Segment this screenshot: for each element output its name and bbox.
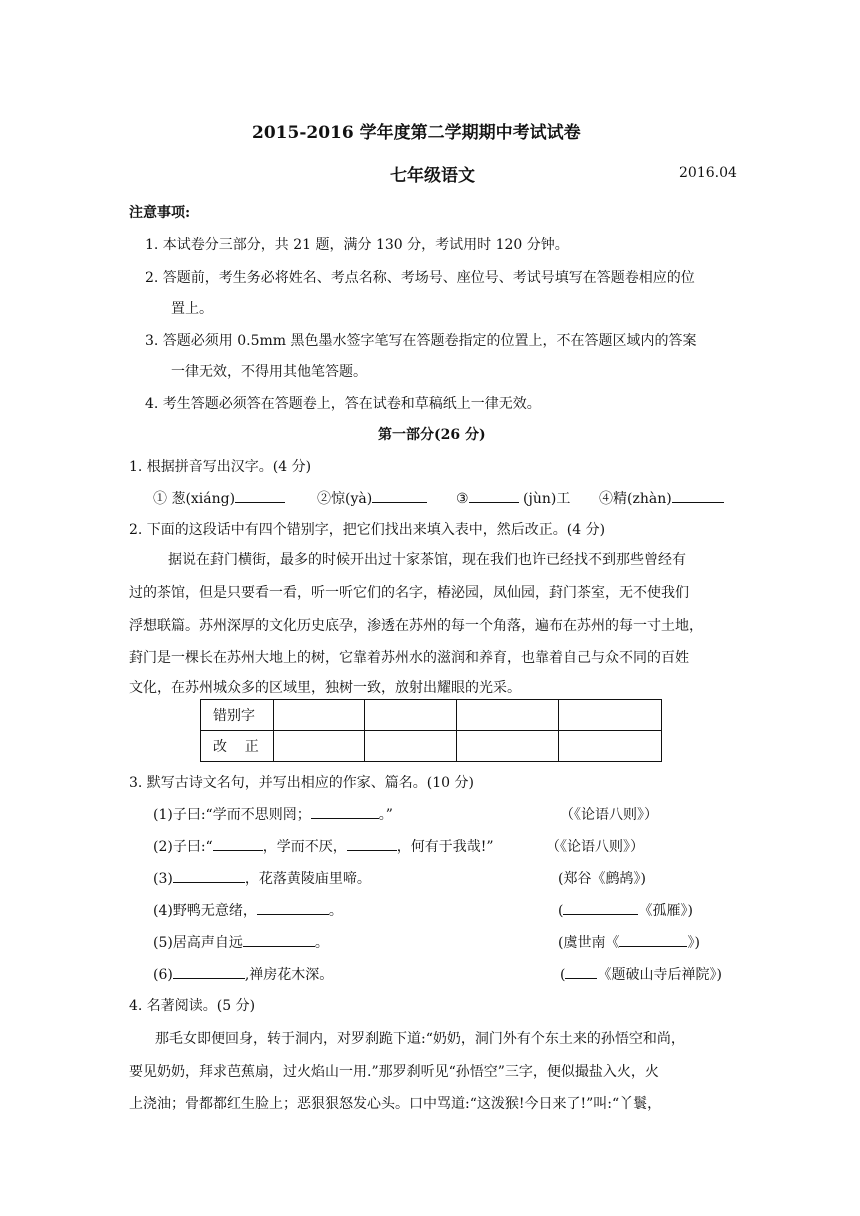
answer-blank[interactable]	[213, 836, 263, 851]
q3-text: (4)野鸭无意绪，	[153, 903, 257, 919]
q3-line-4	[153, 900, 343, 920]
q3-text: ，花落黄陵庙里啼。	[244, 871, 371, 887]
q3-text: (3)	[153, 871, 173, 887]
table-header-cell: 改 正	[201, 731, 274, 762]
note-item: 置上。	[171, 301, 213, 317]
note-item: 一律无效，不得用其他笔答题。	[171, 364, 367, 380]
q3-text: 《题破山寺后禅院》)	[597, 967, 722, 983]
answer-blank[interactable]	[311, 804, 379, 819]
q3-text: ,禅房花木深。	[244, 967, 334, 983]
answer-blank[interactable]	[619, 932, 687, 947]
q3-text: 。	[328, 903, 343, 919]
q3-text: (2)子曰:“	[153, 839, 213, 855]
answer-blank[interactable]	[469, 488, 519, 503]
answer-blank[interactable]	[372, 488, 427, 503]
q3-line-1	[153, 804, 393, 824]
exam-date: 2016.04	[679, 165, 737, 181]
answer-cell[interactable]	[274, 700, 365, 731]
answer-cell[interactable]	[457, 731, 559, 762]
answer-cell[interactable]	[365, 700, 457, 731]
answer-blank[interactable]	[257, 900, 329, 915]
q3-text: (虞世南《	[558, 935, 620, 951]
q3-line-6	[153, 964, 333, 984]
q1-item-label: ① 葱(xiáng)	[153, 491, 236, 507]
q1-item-label: (jùn)工	[523, 491, 571, 507]
answer-cell[interactable]	[559, 700, 662, 731]
q2-para-line: 据说在葑门横街，最多的时候开出过十家茶馆，现在我们也许已经找不到那些曾经有	[168, 552, 686, 568]
q3-line-2	[153, 836, 494, 856]
q1-item-4	[599, 488, 724, 508]
q3-text: 《孤雁》)	[638, 903, 693, 919]
note-item: 3. 答题必须用 0.5mm 黑色墨水签字笔写在答题卷指定的位置上，不在答题区域内的答案	[145, 333, 697, 349]
table-row	[201, 731, 662, 762]
answer-blank[interactable]	[243, 932, 315, 947]
q3-text: ，学而不厌，	[262, 839, 347, 855]
answer-blank[interactable]	[565, 964, 597, 979]
q3-source	[558, 932, 700, 952]
q3-text: (6)	[153, 967, 173, 983]
answer-blank[interactable]	[173, 868, 245, 883]
notes-heading: 注意事项:	[129, 205, 191, 221]
q1-stem: 1. 根据拼音写出汉字。(4 分)	[129, 459, 312, 475]
q2-para-line: 过的茶馆，但是只要看一看，听一听它们的名字，椿泌园，凤仙园，葑门茶室，无不使我们	[129, 585, 689, 601]
answer-cell[interactable]	[559, 731, 662, 762]
note-item: 2. 答题前，考生务必将姓名、考点名称、考场号、座位号、考试号填写在答题卷相应的位	[145, 270, 695, 286]
answer-blank[interactable]	[347, 836, 397, 851]
q3-text: 。	[314, 935, 329, 951]
q3-source: (郑谷《鹧鸪》)	[558, 871, 646, 887]
q3-text: (1)子曰:“学而不思则罔；	[153, 807, 311, 823]
q4-stem: 4. 名著阅读。(5 分)	[129, 998, 256, 1014]
q4-para-line: 要见奶奶，拜求芭蕉扇，过火焰山一用.”那罗刹听见“孙悟空”三字，便似撮盐入火，火	[129, 1064, 659, 1080]
q3-source: （《论语八则》）	[546, 839, 644, 855]
q2-para-line: 浮想联篇。苏州深厚的文化历史底孕，渗透在苏州的每一个角落，遍布在苏州的每一寸土地，	[129, 618, 703, 634]
part1-heading: 第一部分(26 分)	[378, 427, 486, 443]
q2-para-line: 文化，在苏州城众多的区域里，独树一致，放射出耀眼的光采。	[129, 680, 521, 696]
q1-item-3	[456, 488, 570, 508]
q1-item-label: ③	[456, 491, 469, 507]
exam-subject: 七年级语文	[390, 166, 475, 186]
q3-text: ，何有于我哉!”	[396, 839, 494, 855]
answer-cell[interactable]	[274, 731, 365, 762]
q1-item-label: ②惊(yà)	[317, 491, 373, 507]
q3-text: (	[558, 903, 564, 919]
q3-text: 。”	[378, 807, 393, 823]
q3-text: 》)	[687, 935, 700, 951]
q2-para-line: 葑门是一棵长在苏州大地上的树，它靠着苏州水的滋润和养育，也靠着自己与众不同的百姓	[129, 650, 689, 666]
q3-line-5	[153, 932, 329, 952]
table-header-cell: 错别字	[201, 700, 274, 731]
exam-title: 2015-2016 学年度第二学期期中考试试卷	[252, 123, 581, 143]
table-row	[201, 700, 662, 731]
note-item: 4. 考生答题必须答在答题卷上，答在试卷和草稿纸上一律无效。	[145, 396, 541, 412]
q3-source	[558, 900, 693, 920]
answer-blank[interactable]	[235, 488, 285, 503]
q1-item-label: ④精(zhàn)	[599, 491, 672, 507]
q4-para-line: 那毛女即便回身，转于洞内，对罗刹跪下道:“奶奶，洞门外有个东土来的孙悟空和尚，	[155, 1031, 685, 1047]
q2-stem: 2. 下面的这段话中有四个错别字，把它们找出来填入表中，然后改正。(4 分)	[129, 522, 606, 538]
q3-text: (	[560, 967, 566, 983]
q1-item-2	[317, 488, 427, 508]
error-correction-table	[200, 699, 662, 762]
q3-stem: 3. 默写古诗文名句，并写出相应的作家、篇名。(10 分)	[129, 775, 474, 791]
answer-blank[interactable]	[672, 488, 724, 503]
q3-text: (5)居高声自远	[153, 935, 243, 951]
answer-cell[interactable]	[457, 700, 559, 731]
answer-cell[interactable]	[365, 731, 457, 762]
note-item: 1. 本试卷分三部分，共 21 题，满分 130 分，考试用时 120 分钟。	[145, 237, 569, 253]
q3-line-3	[153, 868, 371, 888]
answer-blank[interactable]	[563, 900, 638, 915]
q3-source	[560, 964, 722, 984]
q3-source: （《论语八则》）	[560, 807, 658, 823]
answer-blank[interactable]	[173, 964, 245, 979]
q1-item-1	[153, 488, 285, 508]
q4-para-line: 上浇油；骨都都红生脸上；恶狠狠怒发心头。口中骂道:“这泼猴!今日来了!”叫:“丫鬟，	[129, 1096, 662, 1112]
